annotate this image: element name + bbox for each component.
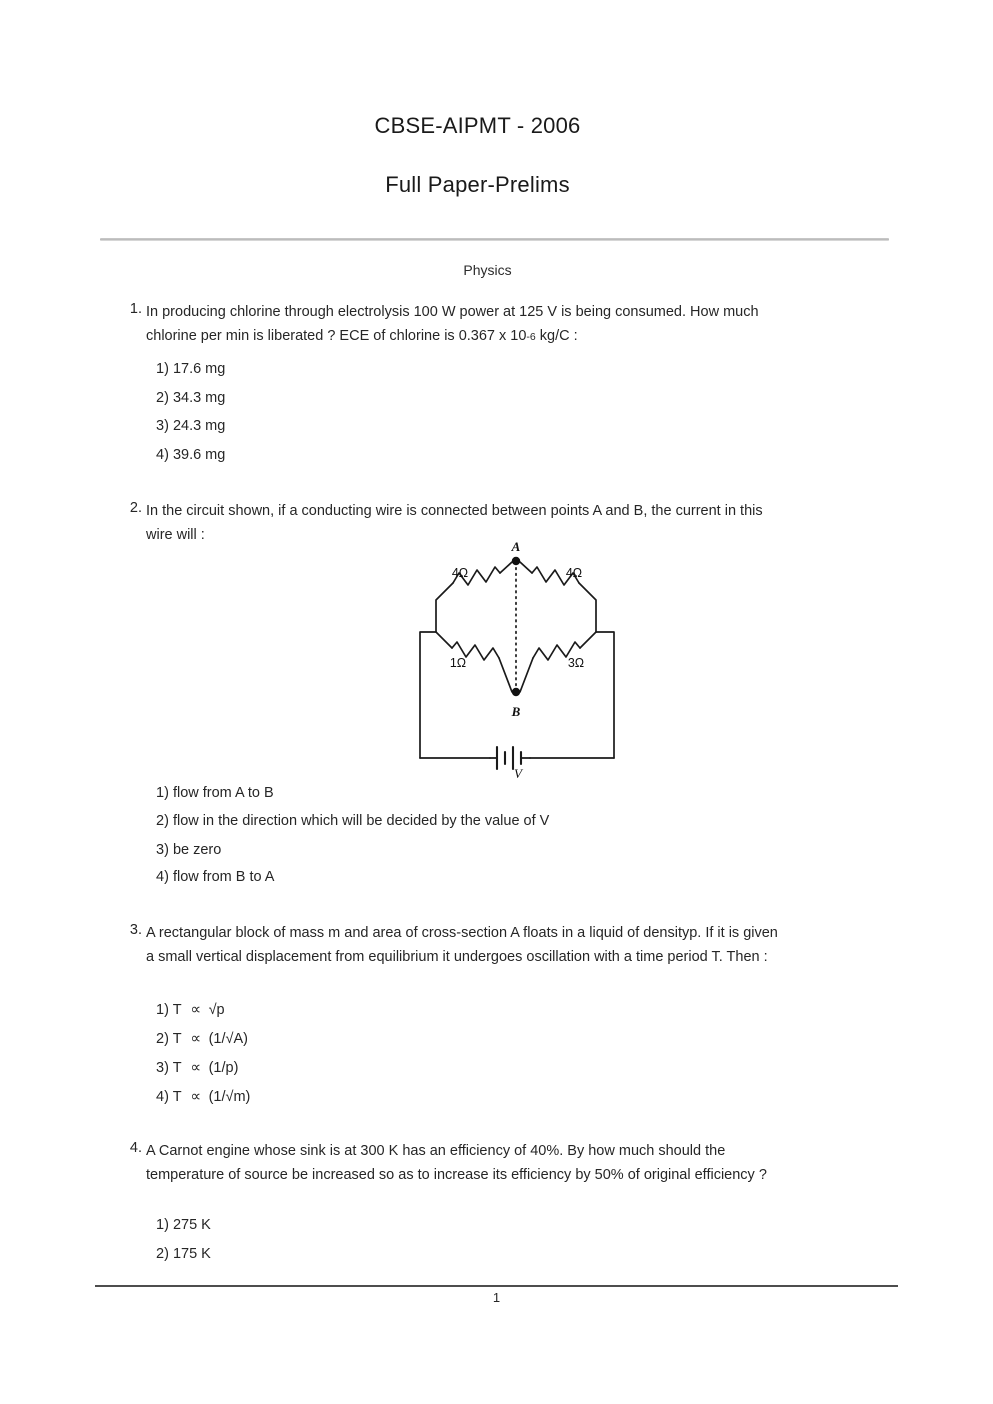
node-a-dot [512,557,520,565]
question-1-text-part-1: In producing chlorine through electrolysis 100 W power at 125 V is being consumed. How much chlorine per min is liberated ? ECE of chlorine is 0.367 x 10 [146,304,759,344]
option-label: 4) [156,869,169,885]
proportional-icon: ∝ [190,1088,202,1105]
question-1-option-1[interactable] [156,360,225,378]
node-b-dot [512,688,520,696]
question-1-option-2[interactable] [156,389,225,407]
option-value: 17.6 mg [172,361,226,377]
document-subtitle: Full Paper-Prelims [385,172,570,197]
question-3-option-1[interactable] [156,1001,225,1019]
svg-text:A: A [511,540,521,554]
option-label: 1) [156,1002,169,1018]
option-label: 2) [156,1246,169,1262]
option-label: 4) [156,1089,169,1105]
circuit-diagram-figure [408,540,630,778]
question-1-option-3[interactable] [156,417,225,435]
document-title: CBSE-AIPMT - 2006 [374,113,581,138]
question-1-text [146,301,782,349]
option-value: flow from A to B [172,785,274,801]
question-1-number: 1. [129,301,142,317]
question-2-option-4[interactable] [156,868,274,886]
option-rhs: (1/√m) [208,1089,251,1105]
option-label: 3) [156,1060,169,1076]
question-4-option-1[interactable] [156,1216,211,1234]
question-2-option-1[interactable] [156,784,274,802]
header-divider [100,238,889,241]
question-2-option-2[interactable] [156,812,549,830]
question-4-number: 4. [129,1140,142,1156]
option-rhs: √p [208,1002,225,1018]
question-3-option-2[interactable] [156,1030,248,1048]
question-4-option-2[interactable] [156,1245,211,1263]
question-2-text: In the circuit shown, if a conducting wire is connected between points A and B, the current in this wire will : [146,503,763,543]
option-value: 39.6 mg [172,447,226,463]
svg-text:1Ω: 1Ω [449,656,467,670]
svg-text:4Ω: 4Ω [565,566,583,580]
question-1-text-part-2: kg/C : [535,327,578,344]
question-3-option-3[interactable] [156,1059,238,1077]
section-heading-physics: Physics [463,262,512,278]
question-2-number: 2. [129,500,142,516]
option-value: 24.3 mg [172,418,226,434]
option-label: 2) [156,390,169,406]
option-value: 175 K [172,1246,211,1262]
option-label: 1) [156,1217,169,1233]
option-value: 275 K [172,1217,211,1233]
page-number: 1 [492,1290,501,1305]
option-lhs: T [172,1060,182,1076]
option-rhs: (1/p) [208,1060,239,1076]
svg-text:B: B [511,704,521,719]
option-label: 2) [156,813,169,829]
proportional-icon: ∝ [190,1030,202,1047]
question-4-text: A Carnot engine whose sink is at 300 K has an efficiency of 40%. By how much should the temperature of source be increased so as to increase its efficiency by 50% of original efficiency ? [146,1143,767,1183]
footer-divider [95,1285,898,1287]
option-label: 4) [156,447,169,463]
question-3-text: A rectangular block of mass m and area of cross-section A floats in a liquid of densityp. If it is given a small vertical displacement from equilibrium it undergoes oscillation with a time period T. Then : [146,925,778,965]
proportional-icon: ∝ [190,1001,202,1018]
option-label: 3) [156,842,169,858]
option-lhs: T [172,1031,182,1047]
svg-text:V: V [514,766,522,778]
option-value: 34.3 mg [172,390,226,406]
option-label: 1) [156,785,169,801]
option-value: be zero [172,842,222,858]
question-1-option-4[interactable] [156,446,225,464]
option-lhs: T [172,1002,182,1018]
svg-text:4Ω: 4Ω [451,566,469,580]
option-lhs: T [172,1089,182,1105]
question-1-exponent: -6 [526,330,536,343]
option-label: 3) [156,418,169,434]
svg-text:3Ω: 3Ω [567,656,585,670]
option-rhs: (1/√A) [208,1031,248,1047]
option-label: 1) [156,361,169,377]
question-3-option-4[interactable] [156,1088,250,1106]
option-value: flow from B to A [172,869,275,885]
question-3-number: 3. [129,922,142,938]
option-label: 2) [156,1031,169,1047]
question-2-option-3[interactable] [156,841,221,859]
option-value: flow in the direction which will be decided by the value of V [172,813,550,829]
proportional-icon: ∝ [190,1059,202,1076]
